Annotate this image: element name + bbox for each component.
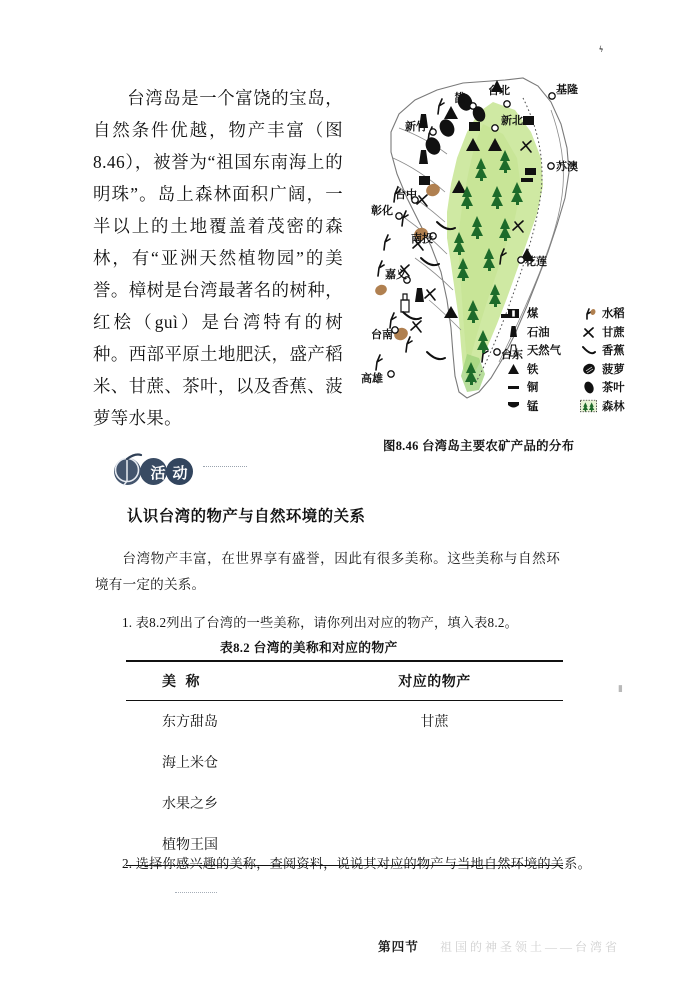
table-cell-name: 水果之乡: [162, 797, 218, 812]
footer-section-label: 第四节: [378, 940, 419, 954]
legend-label-tea: 茶叶: [602, 382, 625, 394]
pineapple-icon: [580, 362, 597, 376]
city-label-taidong: 台东: [501, 349, 523, 361]
legend-label-manganese: 锰: [527, 400, 539, 413]
table-title: 表8.2 台湾的美称和对应的物产: [220, 641, 398, 655]
legend-item-copper: [505, 378, 561, 396]
legend-label-pineapple: 菠萝: [602, 363, 625, 376]
legend-item-manganese: [505, 397, 561, 415]
iron-icon: [505, 362, 522, 376]
coal-icon: [505, 306, 522, 320]
legend-item-banana: [580, 341, 625, 359]
activity-badge: [100, 452, 200, 490]
intro-text: 台湾岛是一个富饶的宝岛，自然条件优越，物产丰富（图8.46），被誉为“祖国东南海上的明珠”。岛上森林面积广阔，一半以上的土地覆盖着茂密的森林，有“亚洲天然植物园”的美誉。樟树是台湾最著名的树种，红桧（guì）是台湾特有的树种。西部平原土地肥沃，盛产稻米、甘蔗、茶叶，以及香蕉、菠萝等水果。: [93, 88, 343, 428]
legend-label-forest: 森林: [602, 400, 625, 413]
tea-icon: [580, 380, 597, 394]
table-row: [126, 742, 563, 783]
city-label-taizhong: 台中: [395, 189, 417, 201]
table-header-name: 美 称: [162, 674, 203, 690]
city-label-taibei: 台北: [488, 85, 510, 97]
table-cell-name: 海上米仓: [162, 756, 218, 771]
activity-question-1: 1. 表8.2列出了台湾的一些美称，请你列出对应的物产，填入表8.2。: [122, 615, 519, 630]
legend-label-sugarcane: 甘蔗: [602, 326, 625, 339]
footer-faded-title: 祖国的神圣领土——台湾省: [440, 940, 621, 954]
page-footer: [378, 936, 621, 956]
legend-label-banana: 香蕉: [602, 345, 625, 357]
table-cell-name: 植物王国: [162, 838, 218, 853]
activity-label: 活动: [150, 464, 195, 482]
legend-item-oil: [505, 323, 561, 341]
table-header-product: 对应的物产: [398, 674, 471, 690]
city-label-nantou: 南投: [411, 233, 433, 245]
activity-question-2: 2. 选择你感兴趣的美称，查阅资料，说说其对应的物产与当地自然环境的关系。: [122, 856, 591, 871]
activity-heading: 认识台湾的物产与自然环境的关系: [127, 508, 366, 525]
sugarcane-icon: [580, 325, 597, 339]
legend-item-tea: [580, 378, 625, 396]
forest-icon: [580, 399, 597, 413]
activity-paragraph-text: 台湾物产丰富，在世界享有盛誉，因此有很多美称。这些美称与自然环境有一定的关系。: [95, 551, 560, 592]
scan-artifact-mark: ϟ: [598, 43, 604, 55]
legend-column-minerals: [505, 304, 561, 415]
city-label-hualian: 花莲: [525, 256, 547, 268]
intro-paragraph: [93, 82, 343, 434]
legend-label-copper: 铜: [527, 382, 539, 394]
legend-label-rice: 水稻: [602, 308, 625, 320]
city-label-tainan: 台南: [371, 329, 393, 341]
legend-item-forest: [580, 397, 625, 415]
activity-pill: [114, 458, 196, 485]
banana-icon: [580, 343, 597, 357]
city-label-zhanghua: 彰化: [371, 205, 393, 217]
city-label-xinbei: 新北: [501, 115, 523, 127]
city-label-jiayi: 嘉义: [385, 269, 407, 281]
activity-dot-rule: [203, 466, 247, 467]
figure-caption: 图8.46 台湾岛主要农矿产品的分布: [383, 439, 575, 453]
oil-icon: [505, 325, 522, 339]
legend-item-sugarcane: [580, 323, 625, 341]
legend-item-rice: [580, 304, 625, 322]
city-label-taoyuan: [453, 91, 466, 103]
legend-item-natural-gas: [505, 341, 561, 359]
table-cell-product[interactable]: 甘蔗: [420, 715, 449, 730]
legend-label-natural-gas: 天然气: [527, 345, 561, 357]
copper-icon: [505, 380, 522, 394]
table-row: [126, 701, 563, 742]
legend-item-coal: [505, 304, 561, 322]
manganese-icon: [505, 399, 522, 413]
city-label-gaoxiong: 高雄: [361, 373, 383, 385]
legend-label-oil: 石油: [527, 326, 550, 339]
activity-paragraph: [95, 546, 560, 598]
natural-gas-icon: [505, 343, 522, 357]
legend-label-iron: 铁: [527, 363, 539, 376]
table-header-row: [126, 662, 563, 700]
rice-icon: [580, 306, 597, 320]
figure-8-46: [355, 62, 675, 462]
activity-tail-dot-rule: [175, 892, 217, 893]
city-label-jilong: 基隆: [556, 84, 578, 96]
legend-column-agriculture: [580, 304, 625, 415]
table-row: [126, 783, 563, 824]
legend-item-iron: [505, 360, 561, 378]
legend-item-pineapple: [580, 360, 625, 378]
legend-label-coal: 煤: [527, 308, 539, 320]
city-label-xinzhu: 新竹: [405, 121, 427, 133]
scan-artifact-right: ▮: [618, 683, 622, 693]
table-cell-name: 东方甜岛: [162, 715, 218, 730]
city-label-suao: 苏澳: [556, 161, 578, 173]
table-8-2: [126, 660, 563, 866]
